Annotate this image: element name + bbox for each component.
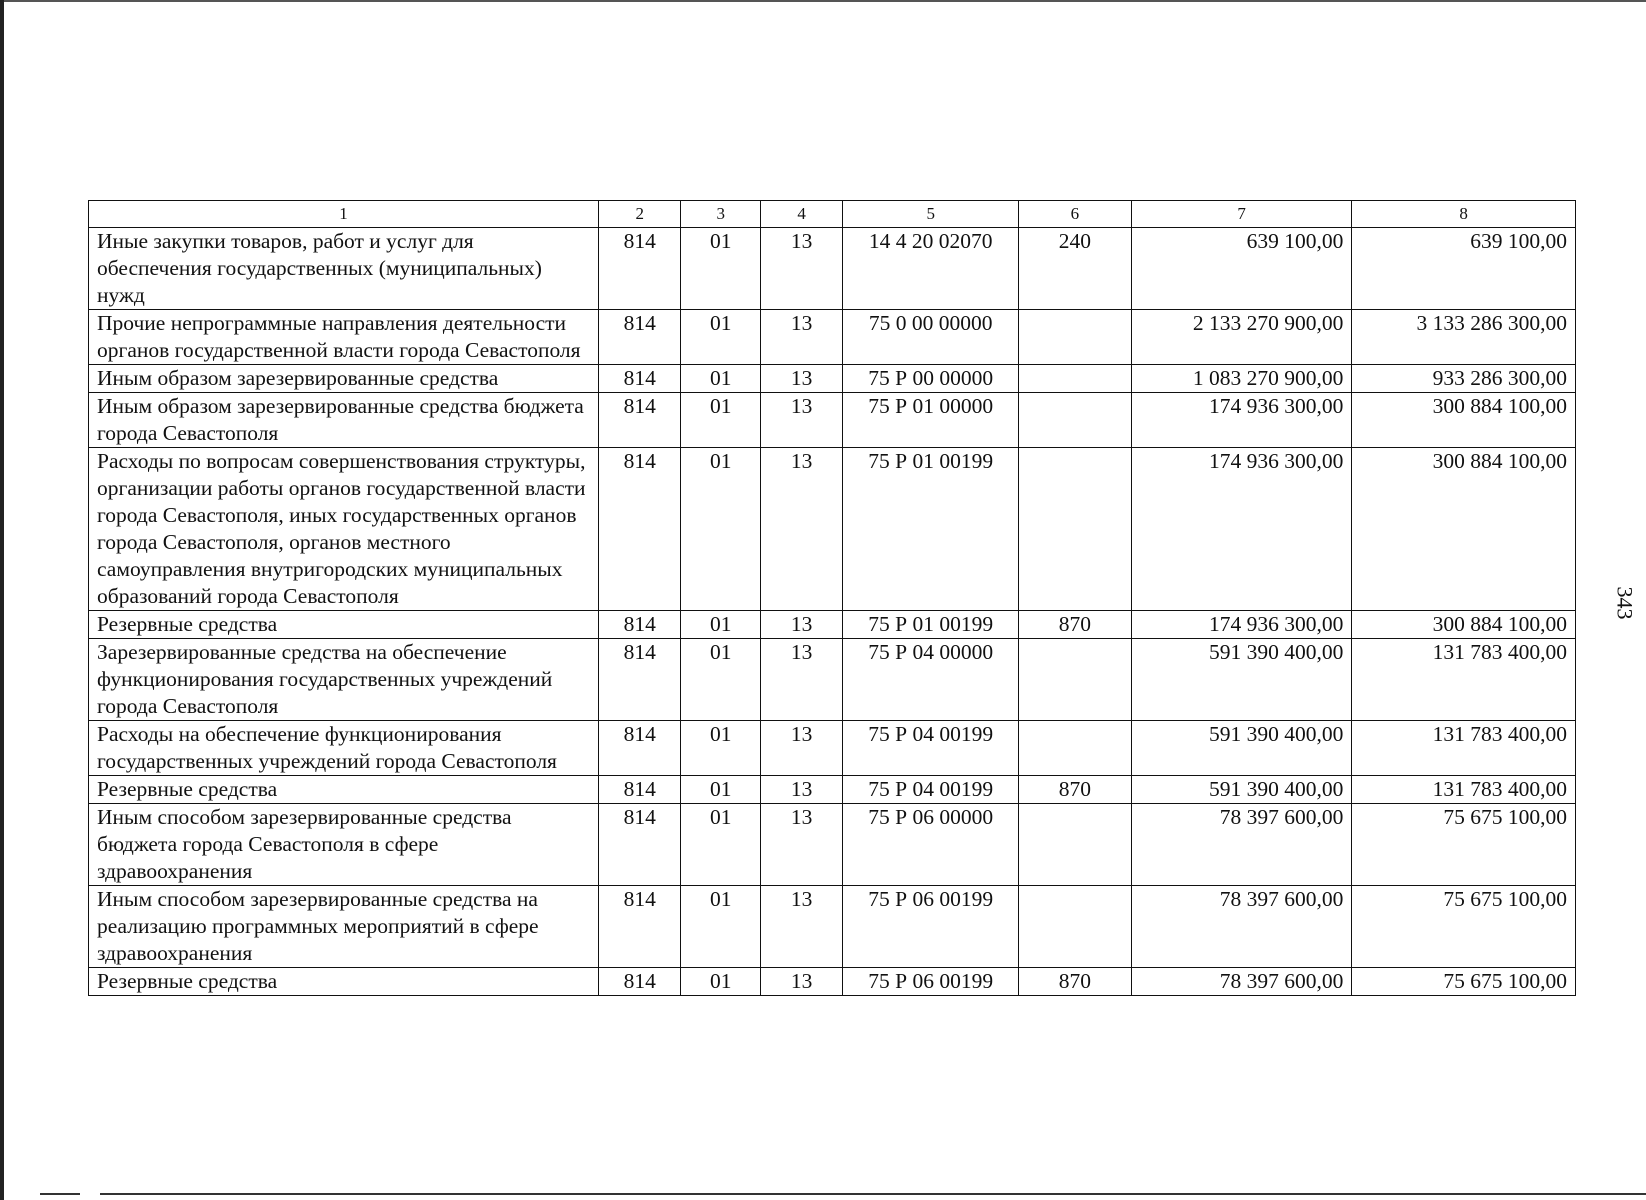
row-sum-col8: 933 286 300,00 — [1352, 365, 1576, 393]
header-col-6: 6 — [1018, 201, 1131, 228]
row-expense-type — [1018, 639, 1131, 721]
row-sum-col8: 131 783 400,00 — [1352, 639, 1576, 721]
row-expense-type: 870 — [1018, 611, 1131, 639]
row-subsection: 13 — [760, 228, 843, 310]
table-row — [89, 886, 1576, 968]
row-target-article: 75 Р 04 00199 — [843, 776, 1019, 804]
header-col-2: 2 — [598, 201, 681, 228]
row-subsection: 13 — [760, 365, 843, 393]
row-sum-col7: 78 397 600,00 — [1131, 804, 1351, 886]
row-grbs: 814 — [598, 393, 681, 448]
row-sum-col7: 174 936 300,00 — [1131, 448, 1351, 611]
row-name: Иным способом зарезервированные средства бюджета города Севастополя в сфере здравоохранения — [89, 804, 599, 886]
row-sum-col7: 591 390 400,00 — [1131, 639, 1351, 721]
page-number: 343 — [1612, 586, 1638, 620]
row-name: Резервные средства — [89, 611, 599, 639]
row-grbs: 814 — [598, 721, 681, 776]
row-name: Иным образом зарезервированные средства бюджета города Севастополя — [89, 393, 599, 448]
row-subsection: 13 — [760, 393, 843, 448]
row-sum-col8: 639 100,00 — [1352, 228, 1576, 310]
row-grbs: 814 — [598, 365, 681, 393]
row-name: Расходы на обеспечение функционирования государственных учреждений города Севастополя — [89, 721, 599, 776]
scan-left-edge — [0, 0, 4, 1200]
row-grbs: 814 — [598, 776, 681, 804]
header-col-3: 3 — [681, 201, 760, 228]
scan-bottom-edge-short — [40, 1193, 80, 1195]
row-section: 01 — [681, 228, 760, 310]
row-name: Расходы по вопросам совершенствования структуры, организации работы органов государственной власти города Севастополя, иных государственных органов города Севастополя, органов местного самоуправления внутригородских муниципальных образований города Севастополя — [89, 448, 599, 611]
row-subsection: 13 — [760, 639, 843, 721]
row-sum-col8: 75 675 100,00 — [1352, 968, 1576, 996]
header-col-5: 5 — [843, 201, 1019, 228]
row-section: 01 — [681, 639, 760, 721]
row-grbs: 814 — [598, 448, 681, 611]
row-expense-type — [1018, 393, 1131, 448]
row-grbs: 814 — [598, 886, 681, 968]
row-target-article: 75 Р 00 00000 — [843, 365, 1019, 393]
scan-top-edge — [0, 0, 1646, 2]
row-expense-type: 240 — [1018, 228, 1131, 310]
table-header-row — [89, 201, 1576, 228]
row-grbs: 814 — [598, 968, 681, 996]
row-grbs: 814 — [598, 804, 681, 886]
table-row — [89, 611, 1576, 639]
header-col-4: 4 — [760, 201, 843, 228]
row-expense-type — [1018, 448, 1131, 611]
row-sum-col7: 78 397 600,00 — [1131, 886, 1351, 968]
row-target-article: 14 4 20 02070 — [843, 228, 1019, 310]
header-col-1: 1 — [89, 201, 599, 228]
row-subsection: 13 — [760, 611, 843, 639]
row-target-article: 75 Р 04 00000 — [843, 639, 1019, 721]
row-grbs: 814 — [598, 639, 681, 721]
row-sum-col8: 300 884 100,00 — [1352, 611, 1576, 639]
row-sum-col7: 591 390 400,00 — [1131, 721, 1351, 776]
row-expense-type — [1018, 365, 1131, 393]
row-sum-col7: 2 133 270 900,00 — [1131, 310, 1351, 365]
table-row — [89, 228, 1576, 310]
header-col-8: 8 — [1352, 201, 1576, 228]
row-section: 01 — [681, 393, 760, 448]
row-sum-col8: 131 783 400,00 — [1352, 776, 1576, 804]
row-section: 01 — [681, 886, 760, 968]
row-sum-col8: 300 884 100,00 — [1352, 393, 1576, 448]
row-section: 01 — [681, 310, 760, 365]
table-row — [89, 393, 1576, 448]
row-subsection: 13 — [760, 776, 843, 804]
row-subsection: 13 — [760, 804, 843, 886]
row-section: 01 — [681, 721, 760, 776]
row-sum-col7: 639 100,00 — [1131, 228, 1351, 310]
row-name: Иные закупки товаров, работ и услуг для обеспечения государственных (муниципальных) нужд — [89, 228, 599, 310]
row-sum-col8: 3 133 286 300,00 — [1352, 310, 1576, 365]
row-target-article: 75 Р 01 00000 — [843, 393, 1019, 448]
table-row — [89, 639, 1576, 721]
row-sum-col7: 174 936 300,00 — [1131, 611, 1351, 639]
row-name: Резервные средства — [89, 968, 599, 996]
table-row — [89, 776, 1576, 804]
row-target-article: 75 Р 01 00199 — [843, 611, 1019, 639]
table-row — [89, 365, 1576, 393]
row-section: 01 — [681, 776, 760, 804]
row-grbs: 814 — [598, 228, 681, 310]
row-name: Резервные средства — [89, 776, 599, 804]
row-expense-type: 870 — [1018, 776, 1131, 804]
row-name: Зарезервированные средства на обеспечение функционирования государственных учреждений города Севастополя — [89, 639, 599, 721]
row-sum-col8: 75 675 100,00 — [1352, 804, 1576, 886]
row-target-article: 75 Р 06 00000 — [843, 804, 1019, 886]
row-sum-col7: 174 936 300,00 — [1131, 393, 1351, 448]
row-sum-col7: 1 083 270 900,00 — [1131, 365, 1351, 393]
row-target-article: 75 Р 04 00199 — [843, 721, 1019, 776]
row-sum-col8: 300 884 100,00 — [1352, 448, 1576, 611]
row-section: 01 — [681, 611, 760, 639]
table-row — [89, 310, 1576, 365]
row-subsection: 13 — [760, 310, 843, 365]
row-section: 01 — [681, 448, 760, 611]
row-subsection: 13 — [760, 721, 843, 776]
row-target-article: 75 Р 06 00199 — [843, 968, 1019, 996]
row-expense-type: 870 — [1018, 968, 1131, 996]
header-col-7: 7 — [1131, 201, 1351, 228]
table-row — [89, 804, 1576, 886]
row-section: 01 — [681, 804, 760, 886]
row-sum-col7: 591 390 400,00 — [1131, 776, 1351, 804]
row-target-article: 75 Р 01 00199 — [843, 448, 1019, 611]
row-sum-col8: 131 783 400,00 — [1352, 721, 1576, 776]
row-target-article: 75 Р 06 00199 — [843, 886, 1019, 968]
row-sum-col8: 75 675 100,00 — [1352, 886, 1576, 968]
row-sum-col7: 78 397 600,00 — [1131, 968, 1351, 996]
budget-table — [88, 200, 1576, 996]
row-expense-type — [1018, 721, 1131, 776]
row-target-article: 75 0 00 00000 — [843, 310, 1019, 365]
row-subsection: 13 — [760, 448, 843, 611]
row-section: 01 — [681, 365, 760, 393]
row-subsection: 13 — [760, 886, 843, 968]
table-row — [89, 721, 1576, 776]
row-expense-type — [1018, 804, 1131, 886]
row-subsection: 13 — [760, 968, 843, 996]
row-expense-type — [1018, 886, 1131, 968]
row-grbs: 814 — [598, 611, 681, 639]
table-row — [89, 968, 1576, 996]
row-name: Иным образом зарезервированные средства — [89, 365, 599, 393]
row-grbs: 814 — [598, 310, 681, 365]
scan-bottom-edge — [100, 1193, 1646, 1195]
row-name: Иным способом зарезервированные средства на реализацию программных мероприятий в сфере здравоохранения — [89, 886, 599, 968]
row-section: 01 — [681, 968, 760, 996]
row-expense-type — [1018, 310, 1131, 365]
row-name: Прочие непрограммные направления деятельности органов государственной власти города Севастополя — [89, 310, 599, 365]
table-row — [89, 448, 1576, 611]
